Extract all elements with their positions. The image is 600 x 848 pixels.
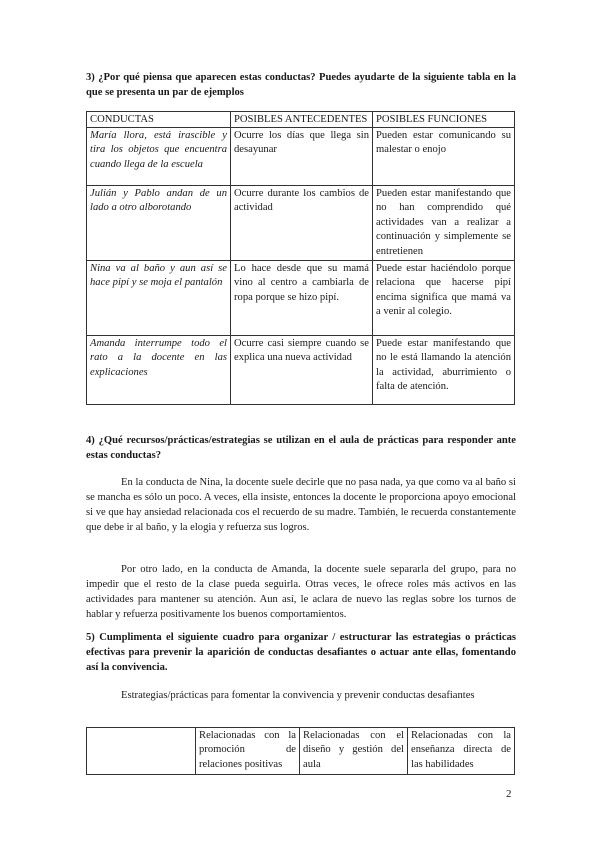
strategies-table-header [87, 728, 515, 775]
question-4-paragraph-2: Por otro lado, en la conducta de Amanda, la docente suele separarla del grupo, para no impedir que el resto de la clase pueda seguirla. Otras veces, le ofrece roles más activos en las actividades para mantener su atención. Aun así, le aclara de nuevo las reglas sobre los turnos de hablar y refuerza positivamente los buenos comportamientos. [86, 564, 516, 620]
funciones-cell: Puede estar manifestando que no le está llamando la atención la actividad, aburrimiento o falta de atención. [373, 336, 515, 405]
header-conductas: CONDUCTAS [87, 112, 231, 128]
funciones-cell: Puede estar haciéndolo porque relaciona que hacerse pipí encima significa que mamá va a venir al colegio. [373, 261, 515, 336]
header-funciones: POSIBLES FUNCIONES [373, 112, 515, 128]
antecedentes-cell: Ocurre durante los cambios de actividad [231, 186, 373, 261]
question-4-paragraph-1: En la conducta de Nina, la docente suele decirle que no pasa nada, ya que como va al baño si se mancha es sólo un poco. A veces, ella insiste, entonces la docente le proporciona apoyo emocional si ve que hay ansiedad relacionada cos el recuerdo de su madre. También, le recuerda constantemente que debe ir al baño, y la elogia y refuerza sus logros. [86, 477, 516, 533]
question-3-heading: 3) ¿Por qué piensa que aparecen estas conductas? Puedes ayudarte de la siguiente tabla en la que se presenta un par de ejemplos [86, 72, 516, 98]
strategies-header-empty [87, 728, 196, 775]
strategies-table [86, 727, 515, 775]
strategies-header-relaciones: Relacionadas con la promoción de relaciones positivas [196, 728, 300, 775]
question-4-heading: 4) ¿Qué recursos/prácticas/estrategias se utilizan en el aula de prácticas para responder ante estas conductas? [86, 435, 516, 461]
table-row [87, 336, 515, 405]
antecedentes-cell: Ocurre los días que llega sin desayunar [231, 128, 373, 186]
conducta-cell: Julián y Pablo andan de un lado a otro alborotando [87, 186, 231, 261]
question-5-intro: Estrategias/prácticas para fomentar la convivencia y prevenir conductas desafiantes [121, 690, 475, 701]
conducta-cell: Nina va al baño y aun así se hace pipí y se moja el pantalón [87, 261, 231, 336]
behaviors-table-header [87, 112, 515, 128]
conducta-cell: María llora, está irascible y tira los objetos que encuentra cuando llega de la escuela [87, 128, 231, 186]
behaviors-table [86, 111, 515, 405]
table-row [87, 261, 515, 336]
header-antecedentes: POSIBLES ANTECEDENTES [231, 112, 373, 128]
question-5-heading: 5) Cumplimenta el siguiente cuadro para organizar / estructurar las estrategias o prácticas efectivas para prevenir la aparición de conductas desafiantes o actuar ante ellas, fomentando así la convivencia. [86, 632, 516, 673]
antecedentes-cell: Ocurre casi siempre cuando se explica una nueva actividad [231, 336, 373, 405]
funciones-cell: Pueden estar comunicando su malestar o enojo [373, 128, 515, 186]
strategies-header-aula: Relacionadas con el diseño y gestión del aula [300, 728, 408, 775]
table-row [87, 186, 515, 261]
conducta-cell: Amanda interrumpe todo el rato a la docente en las explicaciones [87, 336, 231, 405]
strategies-header-habilidades: Relacionadas con la enseñanza directa de las habilidades [408, 728, 515, 775]
table-row [87, 128, 515, 186]
antecedentes-cell: Lo hace desde que su mamá vino al centro a cambiarla de ropa porque se hizo pipí. [231, 261, 373, 336]
page-number: 2 [506, 788, 512, 800]
funciones-cell: Pueden estar manifestando que no han comprendido qué actividades van a realizar a continuación y simplemente se entretienen [373, 186, 515, 261]
